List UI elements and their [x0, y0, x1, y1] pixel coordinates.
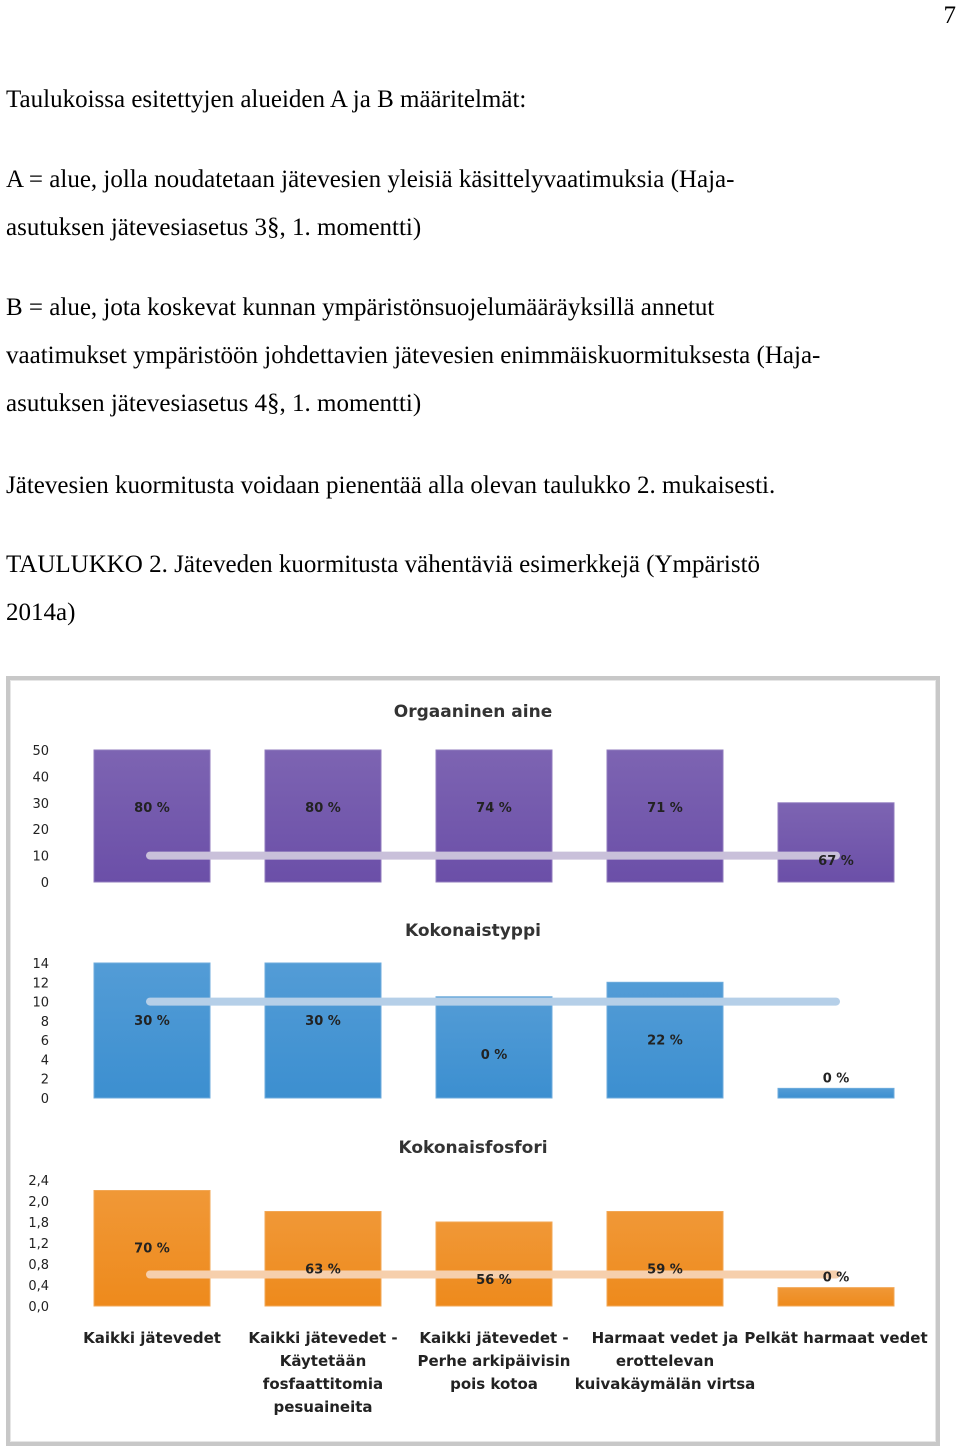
- y-tick-label: 0: [40, 1092, 49, 1107]
- bar-2-1: [94, 963, 210, 1098]
- y-tick-label: 8: [40, 1014, 49, 1030]
- category-label: fosfaattitomia: [262, 1375, 384, 1393]
- bar-label: 67 %: [818, 853, 854, 869]
- bar-label: 70 %: [134, 1241, 170, 1257]
- definition-b-line1: B = alue, jota koskevat kunnan ympäristönsuojelumääräyksillä annetut: [6, 294, 715, 321]
- y-tick-label: 20: [32, 823, 49, 839]
- table-caption-line2: 2014a): [6, 599, 76, 626]
- y-tick-label: 1,8: [28, 1216, 49, 1231]
- definition-a-line2: asutuksen jätevesiasetus 3§, 1. momentti): [6, 214, 422, 241]
- bar-label: 0 %: [822, 1270, 850, 1286]
- bar-2-2: [265, 963, 381, 1098]
- y-tick-label: 0: [40, 876, 49, 891]
- chart-title-3: Kokonaisfosfori: [398, 1138, 548, 1158]
- table-caption-line1: TAULUKKO 2. Jäteveden kuormitusta vähentäviä esimerkkejä (Ympäristö: [6, 551, 761, 578]
- bar-label: 30 %: [134, 1014, 170, 1029]
- page-number: 7: [943, 2, 956, 29]
- definition-a-line1: A = alue, jolla noudatetaan jätevesien yleisiä käsittelyvaatimuksia (Haja-: [6, 166, 735, 193]
- y-tick-label: 2: [40, 1072, 49, 1088]
- category-label: Pelkät harmaat vedet: [744, 1329, 928, 1347]
- y-tick-label: 4: [40, 1053, 49, 1069]
- reduction-text: Jätevesien kuormitusta voidaan pienentää alla olevan taulukko 2. mukaisesti.: [6, 472, 776, 499]
- charts-svg: [10, 680, 936, 1442]
- bar-2-5: [778, 1088, 894, 1098]
- category-label: Käytetään: [279, 1352, 367, 1370]
- y-tick-label: 30: [32, 796, 49, 812]
- y-tick-label: 2,4: [28, 1174, 49, 1189]
- bar-label: 0 %: [480, 1047, 508, 1063]
- y-tick-label: 1,2: [28, 1237, 49, 1252]
- category-label: Kaikki jätevedet: [83, 1329, 221, 1347]
- bar-3-3: [436, 1222, 552, 1306]
- chart-title-2: Kokonaistyppi: [405, 921, 541, 941]
- category-label: Kaikki jätevedet -: [419, 1329, 569, 1347]
- bar-1-4: [607, 750, 723, 882]
- category-label: Harmaat vedet ja: [591, 1329, 739, 1347]
- category-label: Kaikki jätevedet -: [248, 1329, 398, 1347]
- bar-label: 80 %: [305, 801, 341, 816]
- bar-label: 71 %: [647, 801, 683, 816]
- bar-label: 59 %: [647, 1262, 683, 1278]
- y-tick-label: 6: [40, 1034, 49, 1050]
- definition-b-line3: asutuksen jätevesiasetus 4§, 1. momentti): [6, 390, 422, 417]
- y-tick-label: 2,0: [28, 1195, 49, 1210]
- definitions-heading: Taulukoissa esitettyjen alueiden A ja B määritelmät:: [6, 86, 527, 113]
- bar-label: 22 %: [647, 1033, 683, 1049]
- bar-label: 56 %: [476, 1273, 512, 1288]
- bar-1-3: [436, 750, 552, 882]
- y-tick-label: 14: [32, 957, 49, 972]
- category-label: pois kotoa: [450, 1375, 538, 1393]
- y-tick-label: 10: [32, 849, 49, 865]
- bar-3-4: [607, 1212, 723, 1307]
- category-label: pesuaineita: [273, 1398, 373, 1416]
- y-tick-label: 0,8: [28, 1258, 49, 1273]
- bar-1-2: [265, 750, 381, 882]
- y-tick-label: 0,4: [28, 1279, 49, 1294]
- chart-figure: [6, 676, 940, 1446]
- bar-3-5: [778, 1288, 894, 1306]
- category-label: kuivakäymälän virtsa: [574, 1375, 756, 1393]
- definition-b-line2: vaatimukset ympäristöön johdettavien jätevesien enimmäiskuormituksesta (Haja-: [6, 342, 821, 369]
- y-tick-label: 0,0: [28, 1300, 49, 1315]
- category-label: Perhe arkipäivisin: [417, 1352, 571, 1370]
- y-tick-label: 40: [32, 770, 49, 786]
- bar-label: 63 %: [305, 1262, 341, 1278]
- bar-label: 0 %: [822, 1071, 850, 1087]
- y-tick-label: 12: [32, 976, 49, 992]
- chart-title-1: Orgaaninen aine: [393, 702, 553, 722]
- bar-label: 30 %: [305, 1014, 341, 1029]
- category-label: erottelevan: [615, 1352, 715, 1370]
- bar-label: 80 %: [134, 801, 170, 816]
- bar-label: 74 %: [476, 801, 512, 816]
- bar-3-2: [265, 1212, 381, 1307]
- bar-1-1: [94, 750, 210, 882]
- y-tick-label: 10: [32, 995, 49, 1011]
- bar-1-5: [778, 803, 894, 882]
- y-tick-label: 50: [32, 744, 49, 759]
